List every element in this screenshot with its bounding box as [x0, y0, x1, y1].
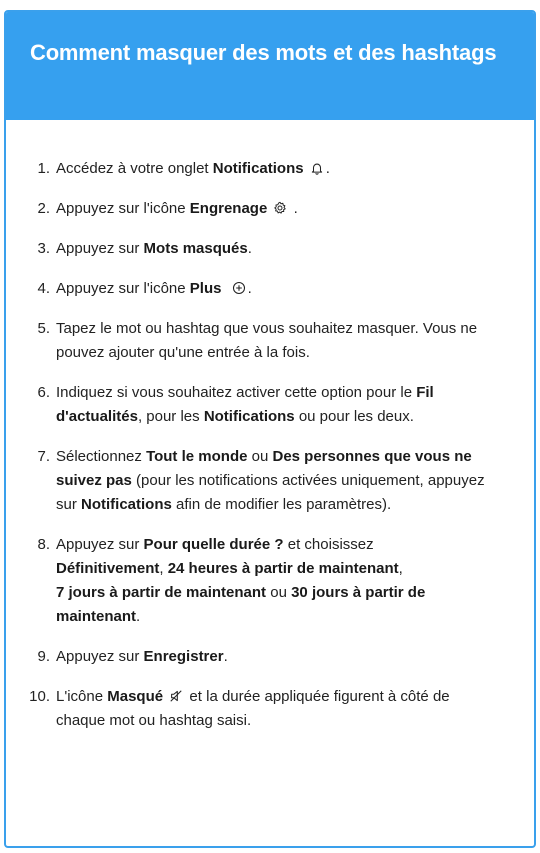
step-number: 2.	[37, 200, 50, 217]
list-item: 7. Sélectionnez Tout le monde ou Des personnes que vous ne suivez pas (pour les notifications activées uniquement, appuyez sur Notifications afin de modifier les paramètres).	[34, 445, 494, 517]
step-number: 10.	[29, 688, 50, 705]
list-item: 2. Appuyez sur l'icône Engrenage .	[34, 197, 494, 221]
card-header	[6, 12, 534, 120]
step-number: 1.	[37, 160, 50, 177]
list-item: 1. Accédez à votre onglet Notifications .	[34, 157, 494, 181]
steps-list	[29, 157, 494, 733]
list-item: 4. Appuyez sur l'icône Plus .	[34, 277, 494, 301]
plus-circle-icon	[232, 281, 246, 295]
step-number: 4.	[37, 280, 50, 297]
step-number: 8.	[37, 536, 50, 553]
list-item: 6. Indiquez si vous souhaitez activer cette option pour le Fil d'actualités, pour les Notifications ou pour les deux.	[34, 381, 494, 429]
bell-icon	[310, 161, 324, 175]
step-number: 5.	[37, 320, 50, 337]
help-card	[4, 10, 536, 848]
list-item: 8. Appuyez sur Pour quelle durée ? et choisissez Définitivement, 24 heures à partir de maintenant, 7 jours à partir de maintenant ou 30 jours à partir de maintenant.	[34, 533, 494, 629]
step-number: 9.	[37, 648, 50, 665]
muted-speaker-icon	[169, 689, 183, 703]
gear-icon	[273, 201, 287, 215]
step-number: 3.	[37, 240, 50, 257]
step-number: 7.	[37, 448, 50, 465]
card-body	[6, 120, 534, 733]
step-number: 6.	[37, 384, 50, 401]
list-item: 3. Appuyez sur Mots masqués.	[34, 237, 494, 261]
list-item: 5. Tapez le mot ou hashtag que vous souhaitez masquer. Vous ne pouvez ajouter qu'une entrée à la fois.	[34, 317, 494, 365]
list-item: 10. L'icône Masqué et la durée appliquée figurent à côté de chaque mot ou hashtag saisi.	[34, 685, 494, 733]
page-title: Comment masquer des mots et des hashtags	[30, 40, 497, 65]
list-item: 9. Appuyez sur Enregistrer.	[34, 645, 494, 669]
